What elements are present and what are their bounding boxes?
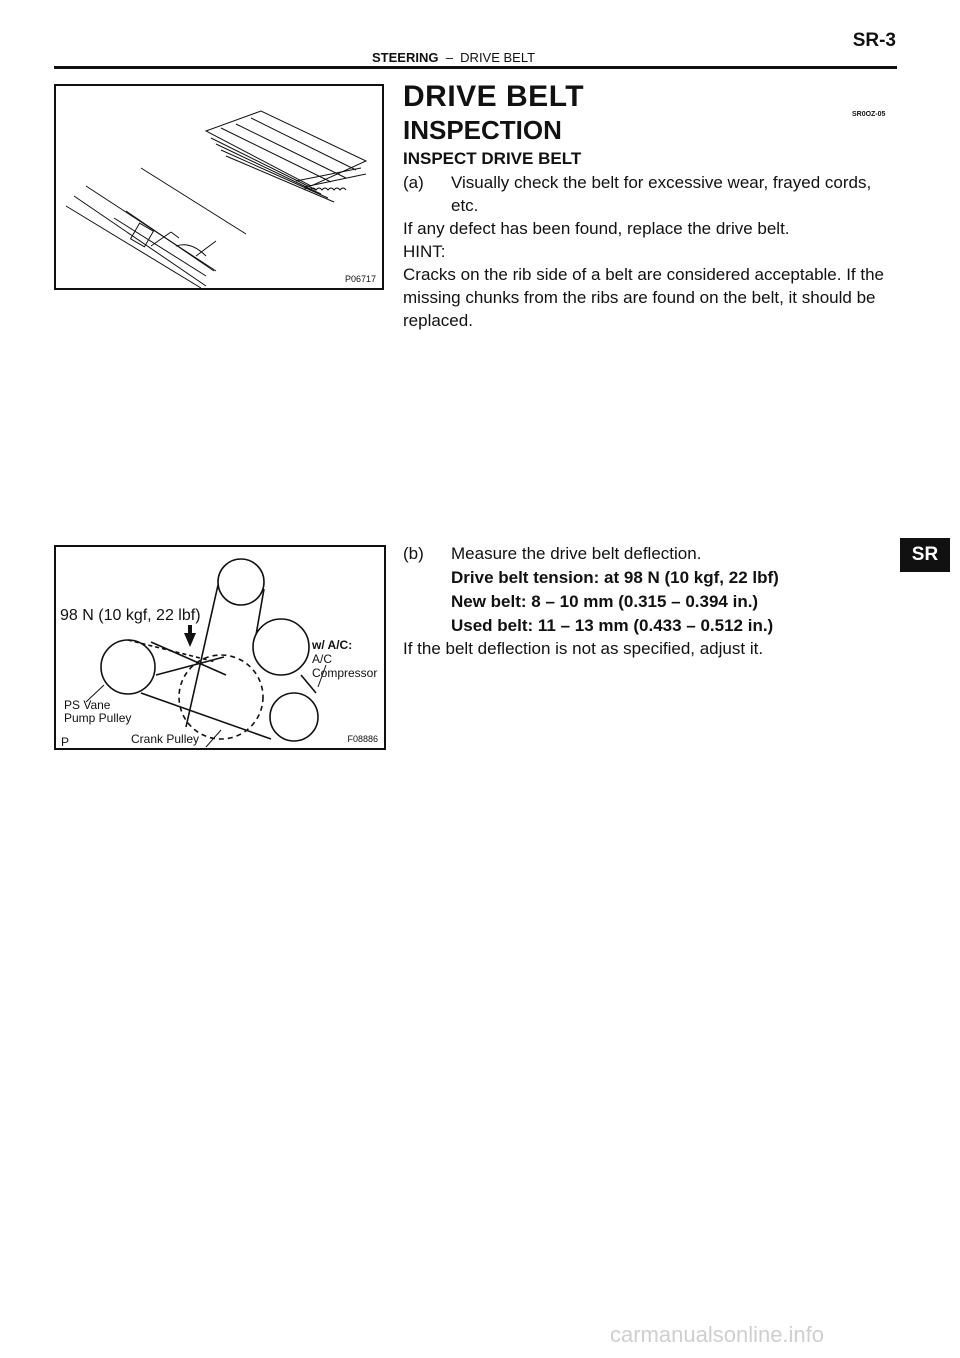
p-label: P xyxy=(61,735,70,749)
step-a-marker: (a) xyxy=(403,173,424,192)
step-a-line2: etc. xyxy=(451,196,479,215)
step-a-line1: Visually check the belt for excessive wear, frayed cords, xyxy=(451,173,872,192)
ps-label-1: PS Vane xyxy=(64,698,111,712)
hint-line2: missing chunks from the ribs are found on the belt, it should be xyxy=(403,288,876,307)
header-rule xyxy=(54,66,897,69)
step-b-marker: (b) xyxy=(403,544,424,563)
force-arrow xyxy=(184,625,196,647)
adjust-line: If the belt deflection is not as specified, adjust it. xyxy=(403,639,764,658)
inspect-heading: INSPECT DRIVE BELT xyxy=(403,149,582,168)
step-b-text: Measure the drive belt deflection. xyxy=(451,544,702,563)
section-title: INSPECTION xyxy=(403,115,562,145)
document-code: SR0OZ-05 xyxy=(852,111,886,118)
hint-label: HINT: xyxy=(403,242,446,261)
crank-label: Crank Pulley xyxy=(131,732,200,746)
hint-line3: replaced. xyxy=(403,311,473,330)
ac-compressor-pulley xyxy=(253,619,309,675)
belt-drawing xyxy=(56,86,382,288)
top-pulley xyxy=(218,559,264,605)
figure-deflection-diagram xyxy=(54,545,386,750)
header-separator: – xyxy=(445,50,453,65)
page-number: SR-3 xyxy=(852,30,896,51)
ps-label-2: Pump Pulley xyxy=(64,711,132,725)
hint-line1: Cracks on the rib side of a belt are considered acceptable. If the xyxy=(403,265,884,284)
watermark: carmanualsonline.info xyxy=(610,1322,825,1347)
replace-line: If any defect has been found, replace the drive belt. xyxy=(403,219,790,238)
spec-used-belt: Used belt: 11 – 13 mm (0.433 – 0.512 in.) xyxy=(451,616,774,635)
ps-vane-pump-pulley xyxy=(101,640,155,694)
ac-label-1: A/C xyxy=(312,652,333,666)
crank-pulley xyxy=(270,693,318,741)
figure-belt-illustration xyxy=(54,84,384,290)
running-header xyxy=(372,50,535,65)
ac-label-2: Compressor xyxy=(312,666,378,680)
header-section: STEERING xyxy=(372,50,439,65)
section-tab-sr: SR xyxy=(900,538,950,572)
spec-tension: Drive belt tension: at 98 N (10 kgf, 22 lbf) xyxy=(451,568,779,587)
crank-pulley-dashed xyxy=(179,655,263,739)
figure2-code: F08886 xyxy=(347,734,378,744)
figure1-code: P06717 xyxy=(344,274,376,284)
header-subsection: DRIVE BELT xyxy=(460,50,536,65)
ac-label-bold: w/ A/C: xyxy=(312,638,353,652)
spec-new-belt: New belt: 8 – 10 mm (0.315 – 0.394 in.) xyxy=(451,592,759,611)
force-label: 98 N (10 kgf, 22 lbf) xyxy=(60,607,201,624)
page-title: DRIVE BELT xyxy=(403,80,585,113)
